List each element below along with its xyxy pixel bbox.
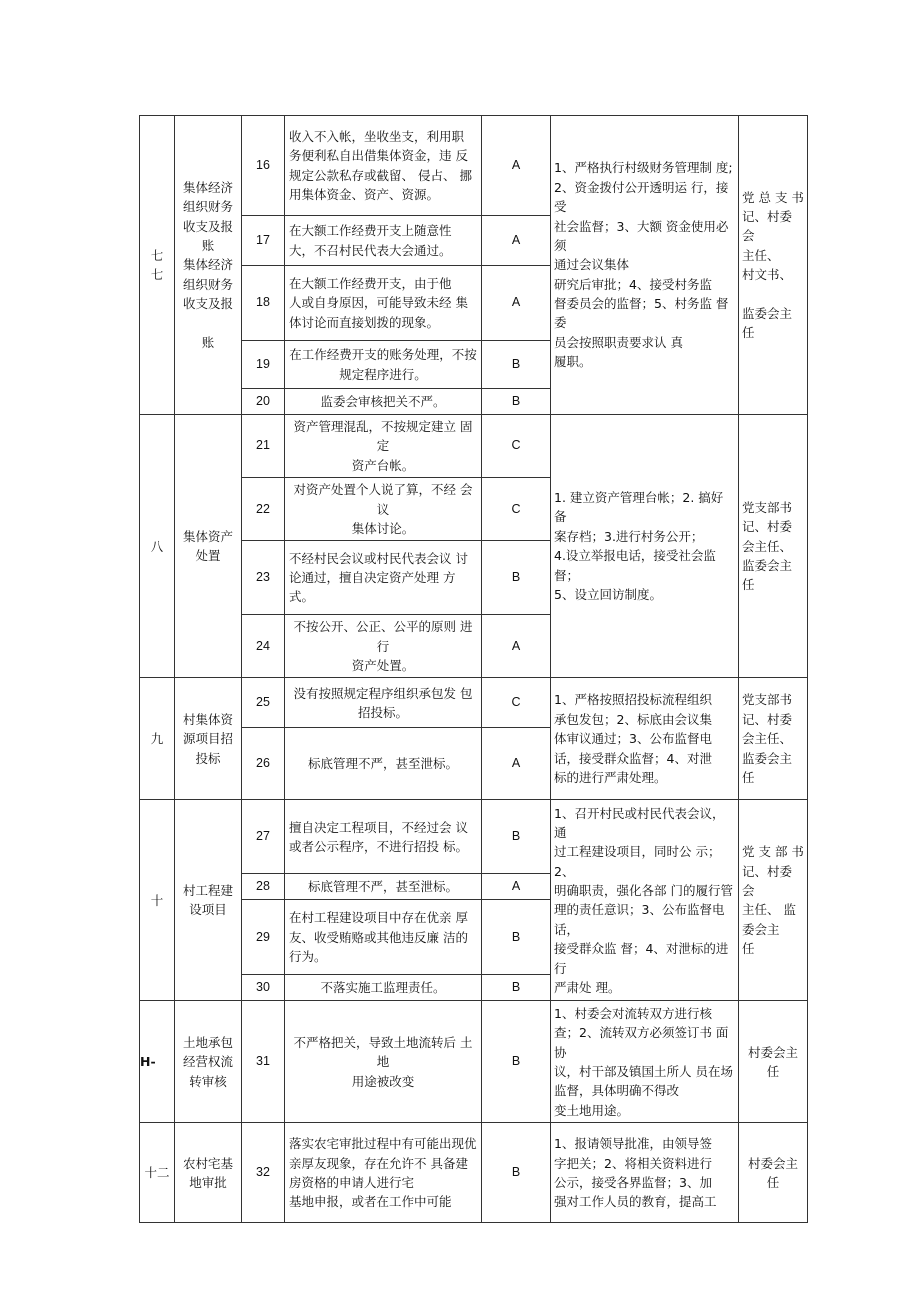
risk-description: 不严格把关，导致土地流转后 土地 用途被改变 [285, 1001, 482, 1123]
item-number: 29 [242, 900, 285, 975]
item-number: 23 [242, 541, 285, 615]
table-row [140, 800, 808, 874]
risk-description: 不经村民会议或村民代表会议 讨论通过，擅自决定资产处理 方式。 [285, 541, 482, 615]
item-number: 19 [242, 341, 285, 389]
responsible-person: 村委会主 任 [739, 1001, 808, 1123]
risk-level: B [482, 1123, 551, 1223]
risk-description: 对资产处置个人说了算，不经 会议 集体讨论。 [285, 478, 482, 541]
category-number: H- [140, 1001, 175, 1123]
responsible-person: 党支部书 记、村委 会主任、 监委会主 任 [739, 415, 808, 678]
item-number: 17 [242, 216, 285, 266]
risk-control-table [139, 115, 808, 1223]
category-number: 十 [140, 800, 175, 1001]
category-number: 十二 [140, 1123, 175, 1223]
risk-description: 擅自决定工程项目，不经过会 议或者公示程序，不进行招投 标。 [285, 800, 482, 874]
risk-level: B [482, 389, 551, 415]
item-number: 27 [242, 800, 285, 874]
risk-description: 没有按照规定程序组织承包发 包 招投标。 [285, 678, 482, 728]
control-measures: 1、报请领导批准，由领导签 字把关；2、将相关资料进行 公示，接受各界监督；3、加 强对工作人员的教育，提高工 [551, 1123, 739, 1223]
responsible-person: 党 支 部 书 记、村委 会 主任、 监 委会主 任 [739, 800, 808, 1001]
item-number: 32 [242, 1123, 285, 1223]
risk-level: C [482, 678, 551, 728]
responsible-person: 党支部书 记、村委 会主任、 监委会主 任 [739, 678, 808, 800]
risk-description: 不落实施工监理责任。 [285, 975, 482, 1001]
item-number: 31 [242, 1001, 285, 1123]
risk-description: 在大额工作经费开支，由于他 人或自身原因，可能导致未经 集体讨论而直接划拨的现象。 [285, 266, 482, 341]
table-row [140, 1123, 808, 1223]
risk-description: 收入不入帐，坐收坐支，利用职 务便利私自出借集体资金，违 反规定公款私存或截留、 侵占、 挪用集体资金、资产、资源。 [285, 116, 482, 216]
risk-level: A [482, 874, 551, 900]
item-number: 18 [242, 266, 285, 341]
category-name: 土地承包 经营权流 转审核 [175, 1001, 242, 1123]
risk-level: A [482, 615, 551, 678]
item-number: 20 [242, 389, 285, 415]
control-measures: 1、严格按照招投标流程组织 承包发包；2、标底由会议集 体审议通过；3、公布监督电 话，接受群众监督；4、对泄 标的进行严肃处理。 [551, 678, 739, 800]
category-number: 七 七 [140, 116, 175, 415]
category-name: 集体经济 组织财务 收支及报 账 集体经济 组织财务 收支及报 账 [175, 116, 242, 415]
risk-description: 标底管理不严，甚至泄标。 [285, 728, 482, 800]
risk-description: 资产管理混乱，不按规定建立 固定 资产台帐。 [285, 415, 482, 478]
responsible-person: 党 总 支 书 记、村委 会 主任、 村文书、 监委会主 任 [739, 116, 808, 415]
category-name: 集体资产 处置 [175, 415, 242, 678]
control-measures: 1. 建立资产管理台帐；2. 搞好 备 案存档；3.进行村务公开； 4.设立举报电话，接受社会监 督； 5、设立回访制度。 [551, 415, 739, 678]
item-number: 30 [242, 975, 285, 1001]
responsible-person: 村委会主 任 [739, 1123, 808, 1223]
risk-level: C [482, 478, 551, 541]
risk-level: A [482, 116, 551, 216]
item-number: 28 [242, 874, 285, 900]
risk-description: 落实农宅审批过程中有可能出现优亲厚友现象，存在允许不 具备建房资格的申请人进行宅 基地申报，或者在工作中可能 [285, 1123, 482, 1223]
control-measures: 1、召开村民或村民代表会议，通 过工程建设项目，同时公 示；2、 明确职责，强化各部 门的履行管 理的责任意识；3、公布监督电话， 接受群众监 督；4、对泄标的进行 严肃处 理。 [551, 800, 739, 1001]
category-number: 九 [140, 678, 175, 800]
table-row [140, 1001, 808, 1123]
risk-level: A [482, 266, 551, 341]
item-number: 26 [242, 728, 285, 800]
item-number: 24 [242, 615, 285, 678]
risk-description: 不按公开、公正、公平的原则 进行 资产处置。 [285, 615, 482, 678]
risk-description: 标底管理不严，甚至泄标。 [285, 874, 482, 900]
category-name: 农村宅基 地审批 [175, 1123, 242, 1223]
risk-description: 监委会审核把关不严。 [285, 389, 482, 415]
table-row [140, 415, 808, 478]
risk-description: 在大额工作经费开支上随意性 大，不召村民代表大会通过。 [285, 216, 482, 266]
control-measures: 1、严格执行村级财务管理制 度; 2、资金拨付公开透明运 行，接受 社会监督；3、大额 资金使用必须 通过会议集体 研究后审批；4、接受村务监 督委员会的监督；5、村务监 督委 员会按照职责要求认 真 履职。 [551, 116, 739, 415]
risk-level: B [482, 900, 551, 975]
risk-description: 在工作经费开支的账务处理，不按 规定程序进行。 [285, 341, 482, 389]
risk-level: B [482, 800, 551, 874]
control-measures: 1、村委会对流转双方进行核 查；2、流转双方必须签订书 面协 议，村干部及镇国土所人 员在场 监督，具体明确不得改 变土地用途。 [551, 1001, 739, 1123]
item-number: 16 [242, 116, 285, 216]
item-number: 22 [242, 478, 285, 541]
item-number: 25 [242, 678, 285, 728]
risk-level: C [482, 415, 551, 478]
risk-level: B [482, 1001, 551, 1123]
table-row [140, 678, 808, 728]
category-name: 村工程建 设项目 [175, 800, 242, 1001]
risk-description: 在村工程建设项目中存在优亲 厚友、收受贿赂或其他违反廉 洁的行为。 [285, 900, 482, 975]
category-number: 八 [140, 415, 175, 678]
risk-level: A [482, 216, 551, 266]
table-row [140, 116, 808, 216]
risk-level: B [482, 541, 551, 615]
risk-level: B [482, 975, 551, 1001]
risk-level: B [482, 341, 551, 389]
category-name: 村集体资 源项目招 投标 [175, 678, 242, 800]
risk-level: A [482, 728, 551, 800]
item-number: 21 [242, 415, 285, 478]
